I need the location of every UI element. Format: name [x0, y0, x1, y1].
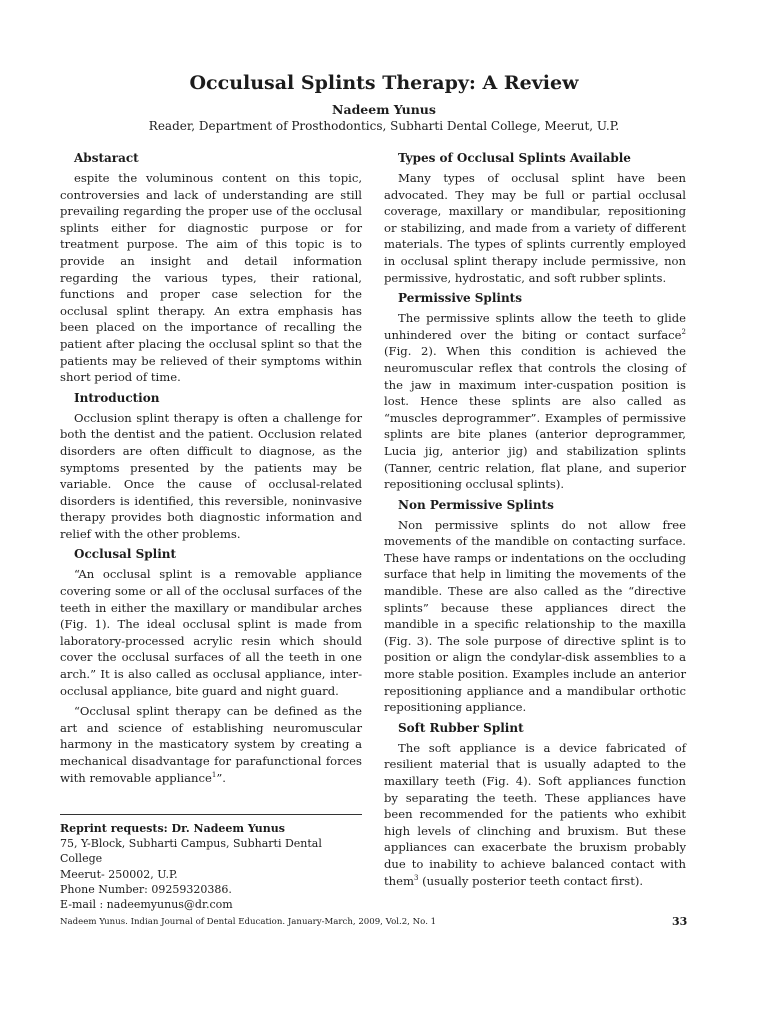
occlusal-splint-text-end: ”.	[216, 770, 226, 785]
author-name: Nadeem Yunus	[332, 102, 436, 117]
soft-rubber-text-b: (usually posterior teeth contact first).	[418, 873, 644, 888]
reprint-heading: Reprint requests: Dr. Nadeem Yunus	[60, 822, 285, 835]
occlusal-splint-heading: Occlusal Splint	[74, 547, 177, 562]
reprint-email[interactable]: E-mail : nadeemyunus@dr.com	[60, 898, 233, 912]
article-title: Occulusal Splints Therapy: A Review	[189, 72, 579, 94]
reprint-phone: Phone Number: 09259320386.	[60, 882, 232, 896]
permissive-paragraph	[384, 310, 686, 493]
soft-rubber-text-a: The soft appliance is a device fabricated of resilient material that is usually adapted to the maxillary teeth (Fig. 4). Soft appliances function by separating the teeth. These appliances have been recommended for the patients who exhibit high levels of clinching and bruxism. But these appliances can exacerbate the bruxism probably due to inability to achieve balanced contact with them	[384, 740, 686, 888]
soft-rubber-paragraph	[384, 740, 686, 889]
footer-citation: Nadeem Yunus. Indian Journal of Dental Education. January-March, 2009, Vol.2, No. 1	[60, 917, 437, 927]
introduction-heading: Introduction	[74, 390, 160, 405]
reference-3[interactable]: 3	[413, 873, 419, 882]
reference-1[interactable]: 1	[211, 770, 217, 779]
permissive-heading: Permissive Splints	[398, 291, 522, 306]
page-number: 33	[672, 915, 688, 928]
right-column	[384, 150, 686, 893]
author-affiliation: Reader, Department of Prosthodontics, Subharti Dental College, Meerut, U.P.	[148, 119, 620, 133]
reprint-city-line: Meerut- 250002, U.P.	[60, 867, 178, 881]
reference-2[interactable]: 2	[681, 327, 686, 336]
introduction-paragraph: Occlusion splint therapy is often a challenge for both the dentist and the patient. Occlusion related disorders are often difficult to diagnose, as the symptoms presented by the patients may be variable. Once the cause of occlusal-related disorders is identified, this reversible, noninvasive therapy provides both diagnostic information and relief with the other problems.	[60, 410, 362, 541]
soft-rubber-heading: Soft Rubber Splint	[398, 720, 524, 735]
permissive-text-b: (Fig. 2). When this condition is achieved the neuromuscular reflex that controls the closing of the jaw in maximum inter-cuspation position is lost. Hence these splints are also called as “muscles deprogrammer”. Examples of permissive splints are bite planes (anterior deprogrammer, Lucia jig, anterior jig) and stabilization splints (Tanner, centric relation, flat plane, and superior repositioning occlusal splints).	[384, 344, 686, 492]
non-permissive-paragraph: Non permissive splints do not allow free movements of the mandible on contacting surface. These have ramps or indentations on the occluding surface that help in limiting the movements of the mandible. These are also called as the “directive splints” because these appliances direct the mandible in a specific relationship to the maxilla (Fig. 3). The sole purpose of directive splint is to position or align the condylar-disk assemblies to a more stable position. Examples include an anterior repositioning appliance and a mandibular orthotic repositioning appliance.	[384, 517, 686, 715]
occlusal-splint-paragraph-2	[60, 703, 362, 786]
left-column	[60, 150, 362, 790]
types-paragraph: Many types of occlusal splint have been advocated. They may be full or partial occlusal coverage, maxillary or mandibular, repositioning or stabilizing, and made from a variety of different materials. The types of splints currently employed in occlusal splint therapy include permissive, non permissive, hydrostatic, and soft rubber splints.	[384, 171, 686, 285]
occlusal-splint-paragraph-1: “An occlusal splint is a removable appliance covering some or all of the occlusal surfaces of the teeth in either the maxillary or mandibular arches (Fig. 1). The ideal occlusal splint is made from laboratory-processed acrylic resin which should cover the occlusal surfaces of all the teeth in one arch.” It is also called as occlusal appliance, inter-occlusal appliance, bite guard and night guard.	[60, 567, 362, 698]
permissive-text-a: The permissive splints allow the teeth to glide unhindered over the biting or contact surface	[384, 311, 686, 342]
occlusal-splint-text-2: “Occlusal splint therapy can be defined as the art and science of establishing neuromuscular harmony in the masticatory system by creating a mechanical disadvantage for parafunctional forces with removable appliance	[60, 704, 362, 785]
non-permissive-heading: Non Permissive Splints	[398, 497, 554, 512]
reprint-address-line: 75, Y-Block, Subharti Campus, Subharti Dental College	[60, 837, 322, 866]
types-heading: Types of Occlusal Splints Available	[398, 151, 631, 165]
abstract-heading: Abstaract	[74, 151, 139, 165]
abstract-paragraph: espite the voluminous content on this topic, controversies and lack of understanding are still prevailing regarding the proper use of the occlusal splints either for diagnostic purpose or for treatment purpose. The aim of this topic is to provide an insight and detail information regarding the various types, their rational, functions and proper case selection for the occlusal splint therapy. An extra emphasis has been placed on the importance of recalling the patient after placing the occlusal splint so that the patients may be relieved of their symptoms within short period of time.	[60, 171, 362, 385]
reprint-requests	[60, 814, 362, 912]
